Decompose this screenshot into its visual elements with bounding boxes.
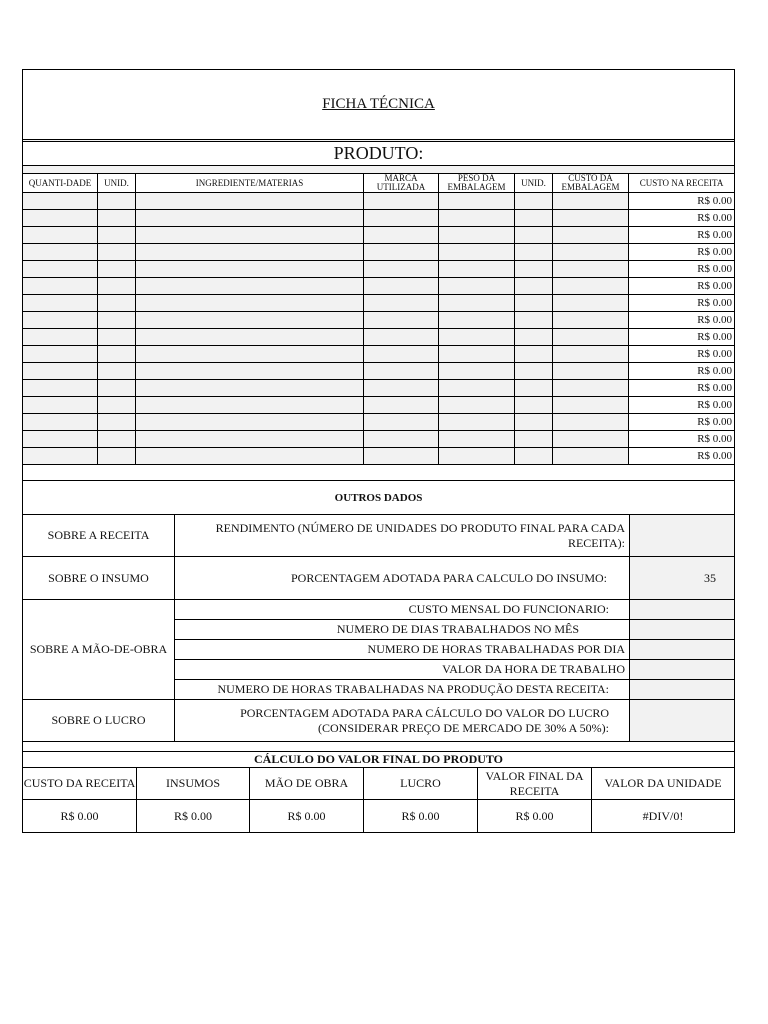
ingredient-cell[interactable] [515, 312, 553, 329]
ingredient-cell[interactable] [553, 193, 629, 210]
ingredient-cell[interactable] [553, 227, 629, 244]
table-row [23, 227, 735, 244]
ingredient-cell[interactable] [98, 397, 136, 414]
ingredient-cell[interactable] [515, 244, 553, 261]
dias-trabalhados-value[interactable] [630, 620, 735, 640]
ingredient-cell[interactable] [364, 227, 439, 244]
ingredient-cell[interactable] [515, 431, 553, 448]
custo-receita-cell: R$ 0.00 [629, 312, 735, 329]
ingredient-cell[interactable] [364, 295, 439, 312]
ingredient-cell[interactable] [98, 295, 136, 312]
ingredient-cell[interactable] [439, 210, 515, 227]
sobre-receita-label: SOBRE A RECEITA [23, 515, 175, 557]
ingredient-cell[interactable] [364, 210, 439, 227]
ingredient-cell[interactable] [23, 295, 98, 312]
final-calc-value: R$ 0.00 [137, 800, 250, 833]
horas-producao-label: NUMERO DE HORAS TRABALHADAS NA PRODUÇÃO DESTA RECEITA: [175, 680, 630, 700]
ingredient-cell[interactable] [136, 414, 364, 431]
table-row [23, 448, 735, 465]
rendimento-label: RENDIMENTO (NÚMERO DE UNIDADES DO PRODUTO FINAL PARA CADA RECEITA): [175, 515, 630, 557]
ingredient-cell[interactable] [136, 431, 364, 448]
custo-receita-cell: R$ 0.00 [629, 448, 735, 465]
custo-mensal-label: CUSTO MENSAL DO FUNCIONARIO: [175, 600, 630, 620]
table-row [23, 380, 735, 397]
ingredient-cell[interactable] [23, 397, 98, 414]
ingredient-cell[interactable] [23, 227, 98, 244]
final-calc-header: LUCRO [364, 768, 478, 800]
outros-dados-table [22, 480, 735, 752]
ingredient-cell[interactable] [98, 431, 136, 448]
ingredient-cell[interactable] [553, 261, 629, 278]
final-calc-table [22, 751, 735, 833]
header-custo-receita: CUSTO NA RECEITA [629, 174, 735, 193]
ingredient-cell[interactable] [515, 295, 553, 312]
ingredient-cell[interactable] [23, 431, 98, 448]
table-row [23, 346, 735, 363]
ficha-tecnica-sheet [22, 69, 734, 833]
ingredient-cell[interactable] [364, 363, 439, 380]
ingredients-header-row [23, 174, 735, 193]
product-label: PRODUTO: [23, 142, 735, 166]
ingredient-cell[interactable] [98, 448, 136, 465]
ingredient-cell[interactable] [553, 346, 629, 363]
valor-hora-label: VALOR DA HORA DE TRABALHO [175, 660, 630, 680]
porcentagem-lucro-value[interactable] [630, 700, 735, 742]
ingredient-cell[interactable] [553, 312, 629, 329]
ingredient-cell[interactable] [439, 431, 515, 448]
table-row [23, 397, 735, 414]
custo-receita-cell: R$ 0.00 [629, 346, 735, 363]
ingredient-cell[interactable] [515, 397, 553, 414]
ingredient-cell[interactable] [136, 363, 364, 380]
ingredients-table [22, 69, 735, 481]
ingredient-cell[interactable] [136, 193, 364, 210]
horas-producao-value[interactable] [630, 680, 735, 700]
ingredient-cell[interactable] [98, 312, 136, 329]
ingredient-cell[interactable] [439, 244, 515, 261]
ingredient-cell[interactable] [439, 193, 515, 210]
custo-receita-cell: R$ 0.00 [629, 431, 735, 448]
ingredient-cell[interactable] [23, 193, 98, 210]
ingredient-cell[interactable] [136, 380, 364, 397]
ingredient-cell[interactable] [515, 329, 553, 346]
custo-receita-cell: R$ 0.00 [629, 227, 735, 244]
valor-hora-value[interactable] [630, 660, 735, 680]
header-peso: PESO DA EMBALAGEM [439, 174, 515, 193]
ingredient-cell[interactable] [553, 414, 629, 431]
table-row [23, 431, 735, 448]
ingredient-cell[interactable] [439, 414, 515, 431]
spacer-row [23, 742, 735, 752]
ingredient-cell[interactable] [364, 278, 439, 295]
ingredient-cell[interactable] [515, 414, 553, 431]
ingredients-body [23, 193, 735, 465]
ingredient-cell[interactable] [98, 380, 136, 397]
final-calc-header: VALOR DA UNIDADE [592, 768, 735, 800]
ingredient-cell[interactable] [23, 278, 98, 295]
ingredient-cell[interactable] [136, 346, 364, 363]
custo-receita-cell: R$ 0.00 [629, 295, 735, 312]
custo-receita-cell: R$ 0.00 [629, 397, 735, 414]
ingredient-cell[interactable] [439, 329, 515, 346]
ingredient-cell[interactable] [515, 346, 553, 363]
ingredient-cell[interactable] [364, 346, 439, 363]
ingredient-cell[interactable] [439, 346, 515, 363]
ingredient-cell[interactable] [439, 278, 515, 295]
ingredient-cell[interactable] [364, 397, 439, 414]
spacer-row [23, 166, 735, 174]
custo-receita-cell: R$ 0.00 [629, 363, 735, 380]
ingredient-cell[interactable] [136, 210, 364, 227]
porcentagem-insumo-label: PORCENTAGEM ADOTADA PARA CALCULO DO INSUMO: [175, 557, 630, 600]
ingredient-cell[interactable] [553, 363, 629, 380]
table-row [23, 210, 735, 227]
ingredient-cell[interactable] [553, 278, 629, 295]
ingredient-cell[interactable] [515, 210, 553, 227]
ingredient-cell[interactable] [98, 363, 136, 380]
ingredient-cell[interactable] [23, 261, 98, 278]
ingredient-cell[interactable] [23, 448, 98, 465]
ingredient-cell[interactable] [136, 295, 364, 312]
ingredient-cell[interactable] [98, 261, 136, 278]
custo-receita-cell: R$ 0.00 [629, 193, 735, 210]
ingredient-cell[interactable] [439, 312, 515, 329]
final-calc-header: MÃO DE OBRA [250, 768, 364, 800]
final-calc-value: R$ 0.00 [364, 800, 478, 833]
ingredient-cell[interactable] [553, 295, 629, 312]
ingredient-cell[interactable] [553, 448, 629, 465]
ingredient-cell[interactable] [98, 278, 136, 295]
ingredient-cell[interactable] [364, 329, 439, 346]
ingredient-cell[interactable] [136, 261, 364, 278]
table-row [23, 244, 735, 261]
table-row [23, 295, 735, 312]
ingredient-cell[interactable] [136, 329, 364, 346]
ingredient-cell[interactable] [23, 414, 98, 431]
ingredient-cell[interactable] [553, 380, 629, 397]
title-cell [23, 70, 735, 140]
ingredient-cell[interactable] [553, 397, 629, 414]
ingredient-cell[interactable] [136, 278, 364, 295]
final-calc-value-row [23, 800, 735, 833]
final-calc-value: R$ 0.00 [23, 800, 137, 833]
ingredient-cell[interactable] [364, 380, 439, 397]
custo-receita-cell: R$ 0.00 [629, 244, 735, 261]
header-ingrediente: INGREDIENTE/MATERIAS [136, 174, 364, 193]
final-calc-value: #DIV/0! [592, 800, 735, 833]
custo-mensal-value[interactable] [630, 600, 735, 620]
ingredient-cell[interactable] [23, 346, 98, 363]
ingredient-cell[interactable] [23, 210, 98, 227]
page-title: FICHA TÉCNICA [322, 96, 435, 112]
ingredient-cell[interactable] [515, 261, 553, 278]
ingredient-cell[interactable] [515, 193, 553, 210]
rendimento-value[interactable] [630, 515, 735, 557]
custo-receita-cell: R$ 0.00 [629, 261, 735, 278]
ingredient-cell[interactable] [98, 227, 136, 244]
dias-trabalhados-label: NUMERO DE DIAS TRABALHADOS NO MÊS [175, 620, 630, 640]
ingredient-cell[interactable] [98, 414, 136, 431]
ingredient-cell[interactable] [364, 244, 439, 261]
ingredient-cell[interactable] [364, 261, 439, 278]
ingredient-cell[interactable] [136, 312, 364, 329]
ingredient-cell[interactable] [515, 448, 553, 465]
ingredient-cell[interactable] [98, 193, 136, 210]
custo-receita-cell: R$ 0.00 [629, 380, 735, 397]
final-calc-header: CUSTO DA RECEITA [23, 768, 137, 800]
ingredient-cell[interactable] [23, 363, 98, 380]
ingredient-cell[interactable] [23, 329, 98, 346]
ingredient-cell[interactable] [515, 227, 553, 244]
horas-dia-label: NUMERO DE HORAS TRABALHADAS POR DIA [175, 640, 630, 660]
ingredient-cell[interactable] [98, 329, 136, 346]
ingredient-cell[interactable] [364, 414, 439, 431]
header-quantidade: QUANTI-DADE [23, 174, 98, 193]
ingredient-cell[interactable] [553, 431, 629, 448]
header-marca: MARCA UTILIZADA [364, 174, 439, 193]
ingredient-cell[interactable] [136, 227, 364, 244]
table-row [23, 312, 735, 329]
ingredient-cell[interactable] [364, 193, 439, 210]
ingredient-cell[interactable] [439, 227, 515, 244]
porcentagem-insumo-value[interactable]: 35 [630, 557, 735, 600]
ingredient-cell[interactable] [136, 448, 364, 465]
custo-receita-cell: R$ 0.00 [629, 414, 735, 431]
custo-receita-cell: R$ 0.00 [629, 278, 735, 295]
table-row [23, 278, 735, 295]
sobre-insumo-label: SOBRE O INSUMO [23, 557, 175, 600]
final-calc-heading: CÁLCULO DO VALOR FINAL DO PRODUTO [23, 752, 735, 768]
ingredient-cell[interactable] [98, 244, 136, 261]
header-custo-embalagem: CUSTO DA EMBALAGEM [553, 174, 629, 193]
ingredient-cell[interactable] [136, 244, 364, 261]
ingredient-cell[interactable] [553, 244, 629, 261]
table-row [23, 193, 735, 210]
ingredient-cell[interactable] [136, 397, 364, 414]
final-calc-header: VALOR FINAL DA RECEITA [478, 768, 592, 800]
header-unid: UNID. [98, 174, 136, 193]
ingredient-cell[interactable] [439, 448, 515, 465]
ingredient-cell[interactable] [515, 380, 553, 397]
ingredient-cell[interactable] [98, 346, 136, 363]
ingredient-cell[interactable] [439, 295, 515, 312]
porcentagem-lucro-label: PORCENTAGEM ADOTADA PARA CÁLCULO DO VALOR DO LUCRO (CONSIDERAR PREÇO DE MERCADO DE 30% A 50%): [175, 700, 630, 742]
custo-receita-cell: R$ 0.00 [629, 210, 735, 227]
ingredient-cell[interactable] [515, 363, 553, 380]
final-calc-value: R$ 0.00 [250, 800, 364, 833]
sobre-lucro-label: SOBRE O LUCRO [23, 700, 175, 742]
ingredient-cell[interactable] [553, 329, 629, 346]
outros-dados-heading: OUTROS DADOS [23, 481, 735, 515]
sobre-mao-obra-label: SOBRE A MÃO-DE-OBRA [23, 600, 175, 700]
ingredient-cell[interactable] [98, 210, 136, 227]
ingredient-cell[interactable] [439, 397, 515, 414]
ingredient-cell[interactable] [23, 380, 98, 397]
ingredient-cell[interactable] [364, 448, 439, 465]
ingredient-cell[interactable] [439, 261, 515, 278]
custo-receita-cell: R$ 0.00 [629, 329, 735, 346]
header-unid-2: UNID. [515, 174, 553, 193]
final-calc-header: INSUMOS [137, 768, 250, 800]
ingredient-cell[interactable] [364, 312, 439, 329]
ingredient-cell[interactable] [364, 431, 439, 448]
table-row [23, 261, 735, 278]
table-row [23, 329, 735, 346]
final-calc-header-row [23, 768, 735, 800]
spacer-row [23, 465, 735, 481]
horas-dia-value[interactable] [630, 640, 735, 660]
ingredient-cell[interactable] [515, 278, 553, 295]
ingredient-cell[interactable] [439, 363, 515, 380]
ingredient-cell[interactable] [439, 380, 515, 397]
table-row [23, 363, 735, 380]
ingredient-cell[interactable] [553, 210, 629, 227]
table-row [23, 414, 735, 431]
ingredient-cell[interactable] [23, 244, 98, 261]
final-calc-value: R$ 0.00 [478, 800, 592, 833]
ingredient-cell[interactable] [23, 312, 98, 329]
